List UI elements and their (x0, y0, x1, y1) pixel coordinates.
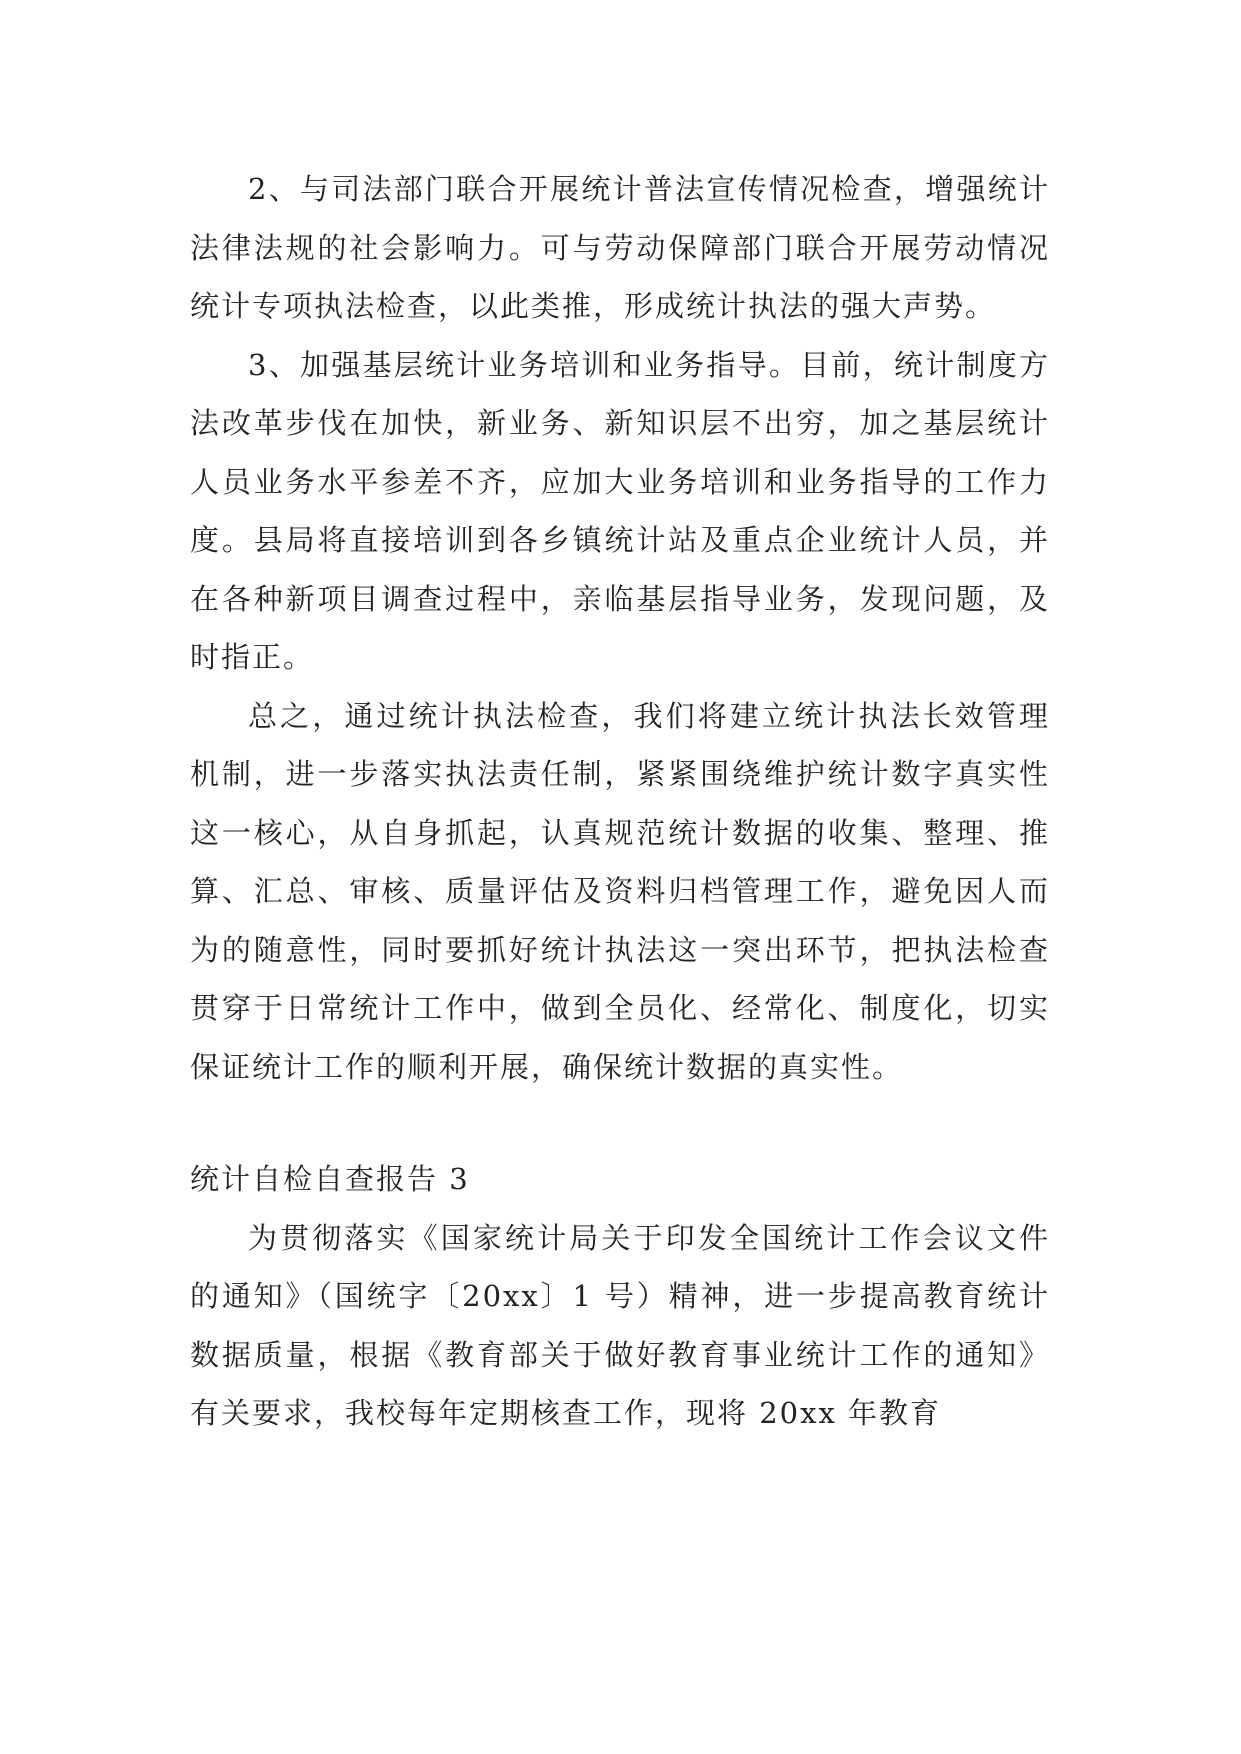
paragraph-report-intro: 为贯彻落实《国家统计局关于印发全国统计工作会议文件的通知》（国统字〔20xx〕1 号）精神，进一步提高教育统计数据质量，根据《教育部关于做好教育事业统计工作的通知》有关要求，我校每年定期核查工作，现将 20xx 年教育 (190, 1220, 1050, 1430)
paragraph-point-2: 2、与司法部门联合开展统计普法宣传情况检查，增强统计法律法规的社会影响力。可与劳动保障部门联合开展劳动情况统计专项执法检查，以此类推，形成统计执法的强大声势。 (190, 172, 1050, 323)
section-heading: 统计自检自查报告 3 (190, 1162, 470, 1196)
paragraph-point-3: 3、加强基层统计业务培训和业务指导。目前，统计制度方法改革步伐在加快，新业务、新知识层不出穷，加之基层统计人员业务水平参差不齐，应加大业务培训和业务指导的工作力度。县局将直接培训到各乡镇统计站及重点企业统计人员，并在各种新项目调查过程中，亲临基层指导业务，发现问题，及时指正。 (190, 347, 1050, 674)
document-body (190, 160, 1050, 1443)
paragraph-summary: 总之，通过统计执法检查，我们将建立统计执法长效管理机制，进一步落实执法责任制，紧紧围绕维护统计数字真实性这一核心，从自身抓起，认真规范统计数据的收集、整理、推算、汇总、审核、质量评估及资料归档管理工作，避免因人而为的随意性，同时要抓好统计执法这一突出环节，把执法检查贯穿于日常统计工作中，做到全员化、经常化、制度化，切实保证统计工作的顺利开展，确保统计数据的真实性。 (190, 698, 1050, 1084)
